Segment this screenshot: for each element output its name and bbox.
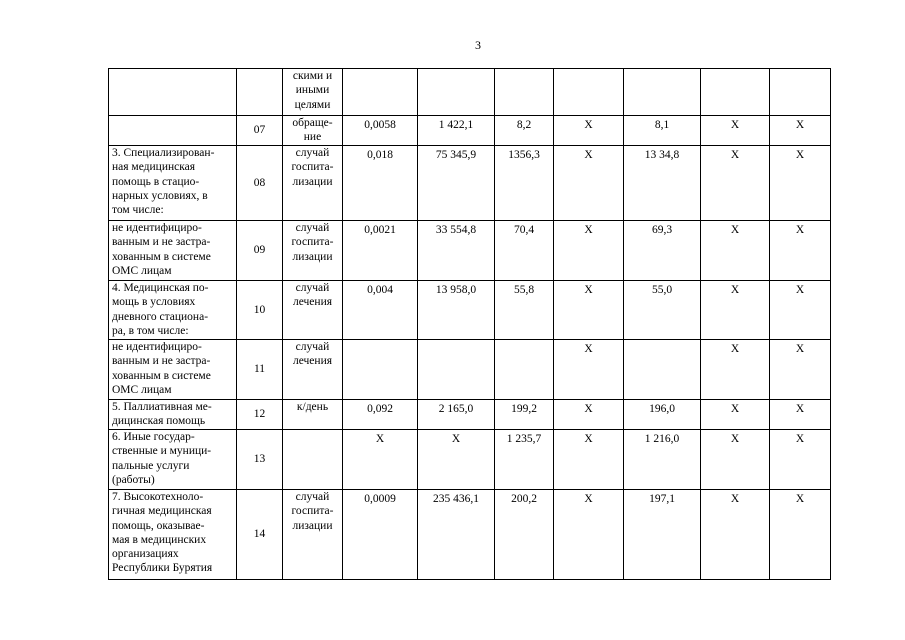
- unit-cell: [283, 221, 343, 281]
- value-cell-2: [418, 69, 495, 116]
- row-name-cell-line: не идентифициро-: [112, 222, 202, 234]
- page-number: 3: [475, 38, 481, 52]
- value-cell-5: 55,0: [624, 281, 701, 340]
- value-cell-2: [418, 340, 495, 400]
- row-name-cell-line: дицинская помощь: [112, 415, 206, 428]
- value-cell-1: Х: [343, 430, 418, 490]
- row-name-cell-line: 7. Высокотехноло-: [112, 491, 204, 503]
- unit-cell-line: целями: [294, 98, 331, 111]
- row-name-cell-line: организациях: [112, 548, 179, 561]
- value-cell-4: Х: [554, 430, 624, 490]
- value-cell-3: 199,2: [495, 400, 554, 430]
- unit-cell-line: случай: [295, 147, 330, 159]
- row-name-cell-line: ванным и не застра-: [112, 236, 211, 249]
- value-cell-6: Х: [701, 221, 770, 281]
- value-cell-2: 33 554,8: [418, 221, 495, 281]
- row-name-cell-line: 6. Иные государ-: [112, 431, 195, 443]
- unit-cell: [283, 281, 343, 340]
- row-code-cell: 13: [237, 430, 283, 490]
- value-cell-4: Х: [554, 281, 624, 340]
- table-row: [109, 146, 831, 221]
- row-name-cell-line: помощь, оказывае-: [112, 519, 205, 532]
- row-name-cell-line: гичная медицинская: [112, 505, 212, 518]
- value-cell-5: 196,0: [624, 400, 701, 430]
- table-row: [109, 430, 831, 490]
- value-cell-6: Х: [701, 146, 770, 221]
- row-name-cell-line: 3. Специализирован-: [112, 147, 215, 159]
- row-name-cell-line: мая в медицинских: [112, 533, 207, 546]
- value-cell-5: 13 34,8: [624, 146, 701, 221]
- value-cell-3: 8,2: [495, 116, 554, 146]
- unit-cell-line: лизации: [292, 250, 333, 263]
- row-name-cell-line: дневного стациона-: [112, 310, 209, 323]
- value-cell-2: 2 165,0: [418, 400, 495, 430]
- row-name-cell-line: нарных условиях, в: [112, 189, 208, 202]
- value-cell-1: 0,018: [343, 146, 418, 221]
- unit-cell: [283, 490, 343, 580]
- row-name-cell: [109, 430, 237, 490]
- row-name-cell: [109, 146, 237, 221]
- row-name-cell-line: ственные и муници-: [112, 445, 212, 458]
- value-cell-6: Х: [701, 116, 770, 146]
- value-cell-6: [701, 69, 770, 116]
- value-cell-5: [624, 340, 701, 400]
- value-cell-1: 0,0021: [343, 221, 418, 281]
- unit-cell: [283, 69, 343, 116]
- value-cell-4: Х: [554, 146, 624, 221]
- value-cell-4: [554, 69, 624, 116]
- row-code-cell: 12: [237, 400, 283, 430]
- table-row: [109, 340, 831, 400]
- row-name-cell-line: ра, в том числе:: [112, 324, 189, 337]
- row-name-cell-line: помощь в стацио-: [112, 175, 200, 188]
- value-cell-1: 0,004: [343, 281, 418, 340]
- value-cell-1: 0,092: [343, 400, 418, 430]
- value-cell-4: Х: [554, 400, 624, 430]
- unit-cell-line: случай: [295, 222, 330, 234]
- unit-cell-line: лечения: [292, 296, 333, 309]
- row-name-cell-line: ОМС лицам: [112, 383, 172, 396]
- row-code-cell: 08: [237, 146, 283, 221]
- row-name-cell-line: том числе:: [112, 204, 164, 217]
- row-code-cell: 14: [237, 490, 283, 580]
- unit-cell-line: ние: [303, 131, 322, 144]
- row-name-cell: [109, 69, 237, 116]
- value-cell-1: [343, 69, 418, 116]
- value-cell-2: 13 958,0: [418, 281, 495, 340]
- row-name-cell: [109, 340, 237, 400]
- value-cell-7: Х: [770, 430, 831, 490]
- value-cell-2: 235 436,1: [418, 490, 495, 580]
- unit-cell-line: иными: [295, 84, 330, 97]
- value-cell-4: Х: [554, 340, 624, 400]
- row-code-cell: [237, 69, 283, 116]
- unit-cell-line: случай: [295, 341, 330, 353]
- unit-cell: [283, 340, 343, 400]
- value-cell-6: Х: [701, 400, 770, 430]
- value-cell-4: Х: [554, 116, 624, 146]
- unit-cell-line: госпита-: [291, 505, 334, 518]
- value-cell-4: Х: [554, 221, 624, 281]
- row-name-cell-line: Республики Бурятия: [112, 562, 213, 575]
- value-cell-5: 69,3: [624, 221, 701, 281]
- unit-cell: [283, 400, 343, 430]
- value-cell-3: [495, 340, 554, 400]
- value-cell-7: Х: [770, 340, 831, 400]
- row-code-cell: 09: [237, 221, 283, 281]
- row-name-cell-line: 5. Паллиативная ме-: [112, 401, 212, 413]
- unit-cell-line: к/день: [296, 401, 329, 413]
- row-code-cell: 11: [237, 340, 283, 400]
- unit-cell: [283, 116, 343, 146]
- value-cell-7: Х: [770, 221, 831, 281]
- unit-cell-line: госпита-: [291, 236, 334, 249]
- table-row: [109, 281, 831, 340]
- value-cell-7: Х: [770, 400, 831, 430]
- value-cell-3: 200,2: [495, 490, 554, 580]
- value-cell-2: 75 345,9: [418, 146, 495, 221]
- row-name-cell-line: хованным в системе: [112, 369, 211, 382]
- value-cell-5: 1 216,0: [624, 430, 701, 490]
- row-name-cell-line: ОМС лицам: [112, 264, 172, 277]
- value-cell-6: Х: [701, 281, 770, 340]
- table-row: [109, 116, 831, 146]
- value-cell-2: Х: [418, 430, 495, 490]
- table-row: [109, 221, 831, 281]
- value-cell-1: [343, 340, 418, 400]
- unit-cell-line: лизации: [292, 519, 333, 532]
- value-cell-3: 1356,3: [495, 146, 554, 221]
- row-name-cell: [109, 400, 237, 430]
- row-code-cell: 07: [237, 116, 283, 146]
- value-cell-7: [770, 69, 831, 116]
- table-row: [109, 69, 831, 116]
- value-cell-3: [495, 69, 554, 116]
- unit-cell-line: лечения: [292, 355, 333, 368]
- value-cell-7: Х: [770, 116, 831, 146]
- row-name-cell-line: 4. Медицинская по-: [112, 282, 209, 294]
- unit-cell-line: случай: [295, 282, 330, 294]
- row-name-cell-line: пальные услуги: [112, 459, 190, 472]
- unit-cell-line: случай: [295, 491, 330, 503]
- row-name-cell: [109, 116, 237, 146]
- value-cell-2: 1 422,1: [418, 116, 495, 146]
- value-cell-6: Х: [701, 430, 770, 490]
- medical-care-table: [108, 68, 831, 580]
- row-name-cell: [109, 490, 237, 580]
- unit-cell-line: обраще-: [292, 117, 333, 129]
- table-row: [109, 400, 831, 430]
- value-cell-7: Х: [770, 490, 831, 580]
- value-cell-6: Х: [701, 490, 770, 580]
- row-name-cell-line: мощь в условиях: [112, 296, 196, 309]
- value-cell-5: 8,1: [624, 116, 701, 146]
- unit-cell-line: госпита-: [291, 161, 334, 174]
- row-name-cell: [109, 281, 237, 340]
- unit-cell-line: скими и: [292, 70, 333, 82]
- value-cell-1: 0,0058: [343, 116, 418, 146]
- value-cell-3: 70,4: [495, 221, 554, 281]
- row-name-cell: [109, 221, 237, 281]
- unit-cell: [283, 146, 343, 221]
- row-name-cell-line: хованным в системе: [112, 250, 211, 263]
- value-cell-5: [624, 69, 701, 116]
- value-cell-5: 197,1: [624, 490, 701, 580]
- value-cell-7: Х: [770, 281, 831, 340]
- value-cell-6: Х: [701, 340, 770, 400]
- unit-cell: [283, 430, 343, 490]
- unit-cell-line: лизации: [292, 175, 333, 188]
- row-name-cell-line: не идентифициро-: [112, 341, 202, 353]
- value-cell-1: 0,0009: [343, 490, 418, 580]
- row-code-cell: 10: [237, 281, 283, 340]
- table-row: [109, 490, 831, 580]
- value-cell-3: 1 235,7: [495, 430, 554, 490]
- value-cell-4: Х: [554, 490, 624, 580]
- row-name-cell-line: (работы): [112, 473, 155, 486]
- value-cell-7: Х: [770, 146, 831, 221]
- row-name-cell-line: ванным и не застра-: [112, 355, 211, 368]
- row-name-cell-line: ная медицинская: [112, 161, 196, 174]
- value-cell-3: 55,8: [495, 281, 554, 340]
